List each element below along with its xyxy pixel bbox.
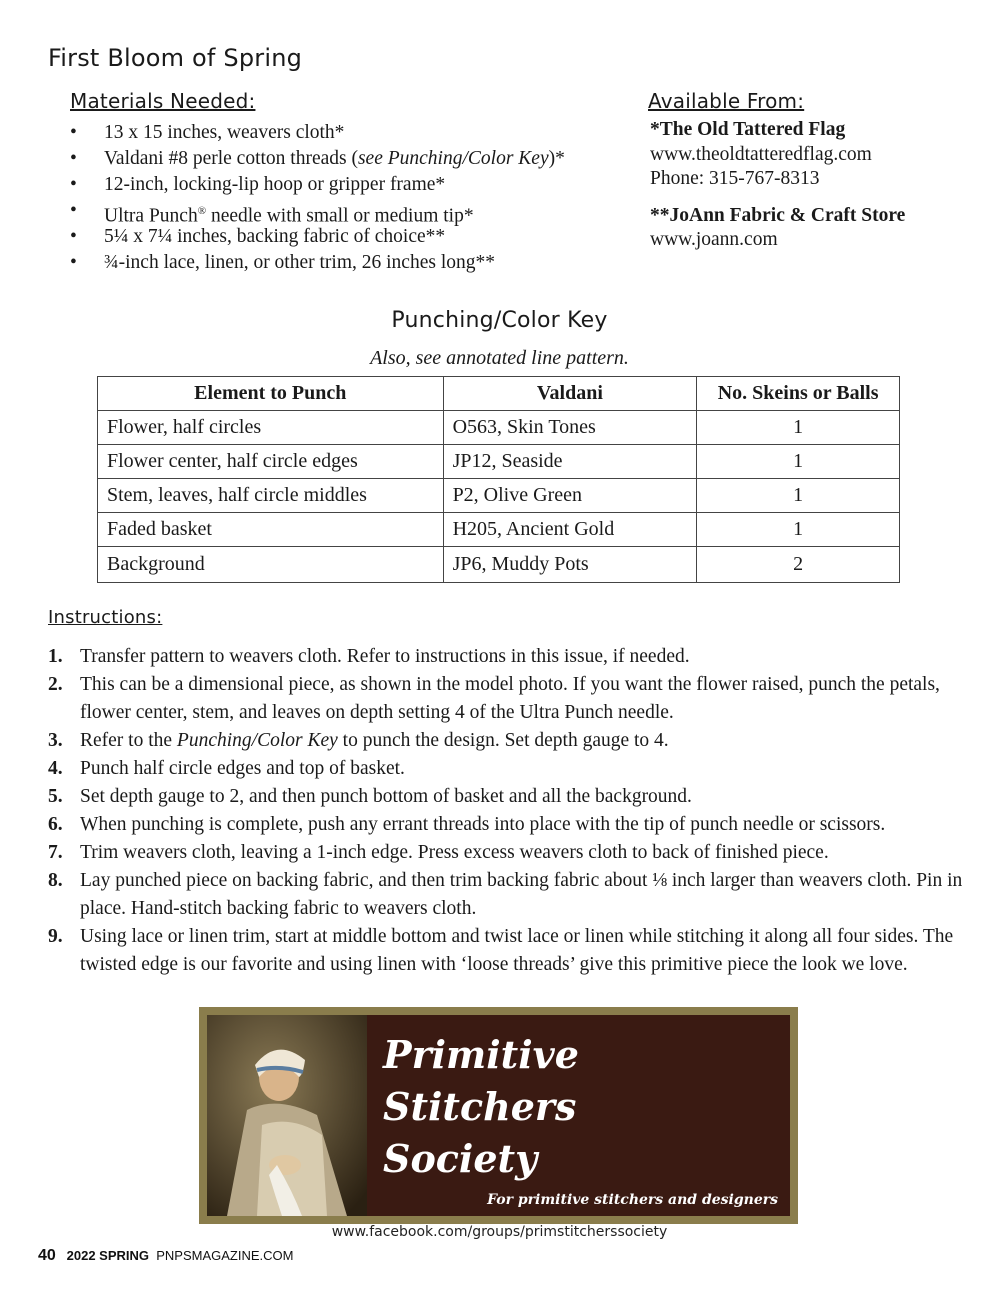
list-item: • 13 x 15 inches, weavers cloth* [70,120,565,146]
color-key-table [97,376,900,583]
instruction-step: 1. Transfer pattern to weavers cloth. Refer to instructions in this issue, if needed. [48,643,968,671]
step-number: 7. [48,842,63,863]
step-number: 6. [48,814,63,835]
supplier-name: **JoAnn Fabric & Craft Store [650,204,906,226]
table-cell: H205, Ancient Gold [443,513,697,547]
table-cell: Background [98,547,444,583]
step-number: 9. [48,926,63,947]
color-key-subheading: Also, see annotated line pattern. [370,347,629,369]
table-cell: O563, Skin Tones [443,411,697,445]
table-row [98,513,900,547]
table-cell: 1 [697,513,900,547]
banner-tagline: For primitive stitchers and designers [487,1192,778,1208]
list-item: • 12-inch, locking-lip hoop or gripper frame* [70,172,565,198]
table-header-row [98,377,900,411]
step-number: 4. [48,758,63,779]
table-cell: Flower, half circles [98,411,444,445]
list-item: • 5¼ x 7¼ inches, backing fabric of choice** [70,224,565,250]
table-cell: JP12, Seaside [443,445,697,479]
step-number: 8. [48,870,63,891]
magazine-site[interactable]: PNPSMAGAZINE.COM [156,1248,294,1263]
table-cell: Flower center, half circle edges [98,445,444,479]
banner-panel [207,1015,790,1216]
supplier-list [650,118,905,253]
step-number: 1. [48,646,63,667]
instructions-heading: Instructions: [48,607,163,628]
list-item: • Ultra Punch® needle with small or medium tip* [70,198,565,224]
table-cell: JP6, Muddy Pots [443,547,697,583]
stitcher-portrait-image [207,1015,367,1216]
instruction-step: 7. Trim weavers cloth, leaving a 1-inch edge. Press excess weavers cloth to back of finished piece. [48,839,968,867]
step-number: 2. [48,674,63,695]
instruction-step: 3. Refer to the Punching/Color Key to punch the design. Set depth gauge to 4. [48,727,968,755]
column-header: Element to Punch [98,377,444,411]
instruction-step: 4. Punch half circle edges and top of basket. [48,755,968,783]
instruction-step: 2. This can be a dimensional piece, as shown in the model photo. If you want the flower raised, punch the petals, flower center, stem, and leaves on depth setting 4 of the Ultra Punch needle. [48,671,968,727]
color-key-heading: Punching/Color Key [391,308,608,333]
materials-list [70,120,565,276]
page-number: 40 [38,1247,56,1264]
step-number: 3. [48,730,63,751]
list-item: • ¾-inch lace, linen, or other trim, 26 inches long** [70,250,565,276]
instruction-step: 8. Lay punched piece on backing fabric, and then trim backing fabric about ⅛ inch larger than weavers cloth. Pin in place. Hand-stitch backing fabric to weavers cloth. [48,867,968,923]
table-row [98,411,900,445]
materials-heading: Materials Needed: [70,89,256,113]
facebook-group-link[interactable]: www.facebook.com/groups/primstitcherssociety [331,1224,668,1240]
page-title: First Bloom of Spring [48,44,303,72]
table-cell: 2 [697,547,900,583]
issue-season: 2022 SPRING [66,1248,150,1263]
table-cell: P2, Olive Green [443,479,697,513]
society-banner[interactable] [199,1007,798,1224]
supplier-name: *The Old Tattered Flag [650,119,846,140]
table-row [98,547,900,583]
banner-title: Primitive Stitchers Society [383,1032,579,1181]
available-from-heading: Available From: [648,89,805,113]
instruction-step: 6. When punching is complete, push any errant threads into place with the tip of punch needle or scissors. [48,811,968,839]
instructions-list [48,643,968,979]
table-cell: 1 [697,411,900,445]
table-row [98,445,900,479]
table-cell: 1 [697,445,900,479]
table-cell: 1 [697,479,900,513]
table-row [98,479,900,513]
table-cell: Faded basket [98,513,444,547]
instruction-step: 9. Using lace or linen trim, start at middle bottom and twist lace or linen while stitching it along all four sides. The twisted edge is our favorite and using linen with ‘loose threads’ give this primitive piece the look we love. [48,923,968,979]
list-item: • Valdani #8 perle cotton threads (see Punching/Color Key)* [70,146,565,172]
step-number: 5. [48,786,63,807]
column-header: No. Skeins or Balls [697,377,900,411]
supplier-url[interactable]: www.joann.com [650,229,778,250]
page-footer [38,1247,294,1265]
instruction-step: 5. Set depth gauge to 2, and then punch bottom of basket and all the background. [48,783,968,811]
table-cell: Stem, leaves, half circle middles [98,479,444,513]
supplier-phone: Phone: 315-767-8313 [650,168,820,189]
column-header: Valdani [443,377,697,411]
supplier-url[interactable]: www.theoldtatteredflag.com [650,143,872,165]
